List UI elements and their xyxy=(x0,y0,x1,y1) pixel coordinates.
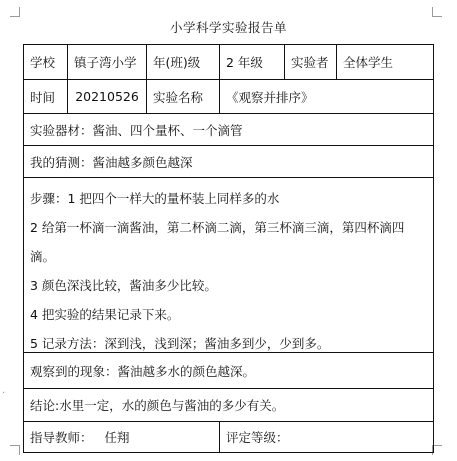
table-row-steps xyxy=(24,178,434,353)
step-item: 5 记录方法：深到浅，浅到深；酱油多到少，少到多。 xyxy=(30,336,330,351)
step-item: 4 把实验的结果记录下来。 xyxy=(30,307,180,322)
school-value: 镇子湾小学 xyxy=(68,45,147,79)
observation-text: 观察到的现象：酱油越多水的颜色越深。 xyxy=(24,353,434,388)
step-item: 2 给第一杯滴一滴酱油，第二杯滴二滴，第三杯滴三滴，第四杯滴四滴。 xyxy=(30,220,405,264)
grade-label: 年(班)级 xyxy=(147,45,220,79)
steps-section xyxy=(24,178,434,352)
table-row-equipment xyxy=(24,114,434,146)
table-row-conclusion xyxy=(24,389,434,422)
step-item: 3 颜色深浅比较，酱油多少比较。 xyxy=(30,278,217,293)
experimenter-label: 实验者 xyxy=(285,45,337,79)
experiment-name-value: 《观察并排序》 xyxy=(220,80,434,113)
table-row-signoff xyxy=(24,422,434,453)
school-label: 学校 xyxy=(24,45,68,79)
grade-value: 2 年级 xyxy=(220,45,285,79)
experiment-name-label: 实验名称 xyxy=(147,80,220,113)
table-row-school xyxy=(24,45,434,80)
teacher-label: 指导教师： xyxy=(30,430,93,445)
step-item: 步骤：1 把四个一样大的量杯装上同样多的水 xyxy=(30,191,280,206)
report-table xyxy=(23,44,434,453)
hypothesis-text: 我的猜测：酱油越多颜色越深 xyxy=(24,146,434,177)
report-title: 小学科学实验报告单 xyxy=(169,20,287,35)
equipment-text: 实验器材：酱油、四个量杯、一个滴管 xyxy=(24,114,434,145)
table-row-observation xyxy=(24,353,434,389)
conclusion-text: 结论:水里一定，水的颜色与酱油的多少有关。 xyxy=(24,389,434,421)
time-value: 20210526 xyxy=(68,80,147,113)
teacher-cell xyxy=(24,422,220,452)
teacher-value: 任翔 xyxy=(104,430,130,445)
rating-label: 评定等级： xyxy=(220,422,434,452)
margin-mark: · xyxy=(2,388,6,399)
experimenter-value: 全体学生 xyxy=(337,45,434,79)
page-corner-mark xyxy=(10,7,20,17)
table-row-time xyxy=(24,80,434,114)
page-corner-mark xyxy=(432,7,442,17)
page-corner-mark xyxy=(10,445,20,455)
time-label: 时间 xyxy=(24,80,68,113)
table-row-hypothesis xyxy=(24,146,434,178)
